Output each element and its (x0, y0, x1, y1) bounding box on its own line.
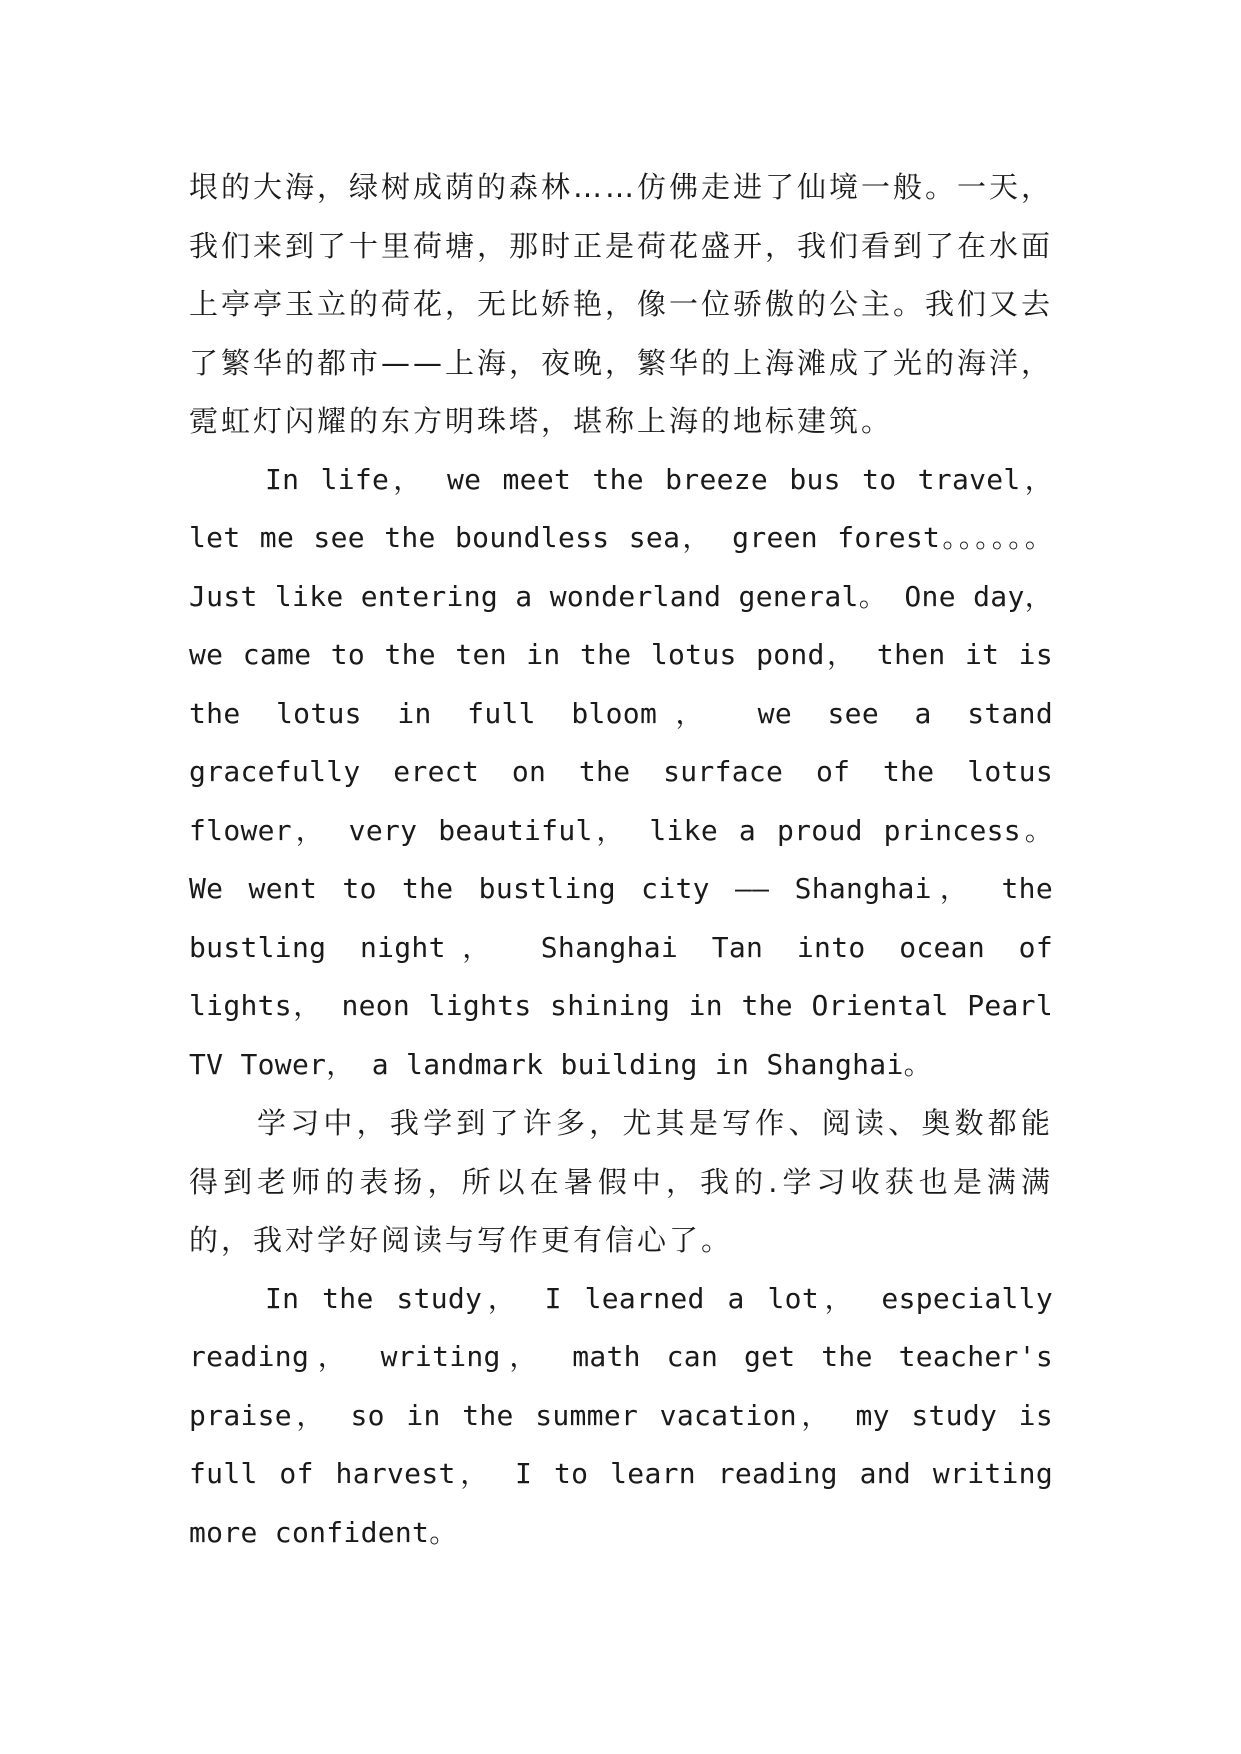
paragraph-english-study: In the study， I learned a lot， especially reading， writing， math can get the teacher's praise， so in the summer vacation， my study is full of harvest， I to learn reading and writing more confident。 (189, 1281, 1053, 1549)
paragraph-chinese-travel: 垠的大海，绿树成荫的森林……仿佛走进了仙境一般。一天，我们来到了十里荷塘，那时正是荷花盛开，我们看到了在水面上亭亭玉立的荷花，无比娇艳，像一位骄傲的公主。我们又去了繁华的都市——上海，夜晚，繁华的上海滩成了光的海洋，霓虹灯闪耀的东方明珠塔，堪称上海的地标建筑。 (189, 170, 1054, 438)
paragraph-chinese-study: 学习中，我学到了许多，尤其是写作、阅读、奥数都能得到老师的表扬，所以在暑假中，我的.学习收获也是满满的，我对学好阅读与写作更有信心了。 (189, 1106, 1053, 1257)
document-body (189, 158, 1053, 1562)
paragraph-english-travel: In life， we meet the breeze bus to travel， let me see the boundless sea， green forest。。。。。。 Just like entering a wonderland general。 One day， we came to the ten in the lotus pond， then it is the lotus in full bloom， we see a stand gracefully erect on the surface of the lotus flower， very beautiful， like a proud princess。 We went to the bustling city —— Shanghai， the bustling night， Shanghai Tan into ocean of lights， neon lights shining in the Oriental Pearl TV Tower， a landmark building in Shanghai。 (189, 462, 1053, 1081)
